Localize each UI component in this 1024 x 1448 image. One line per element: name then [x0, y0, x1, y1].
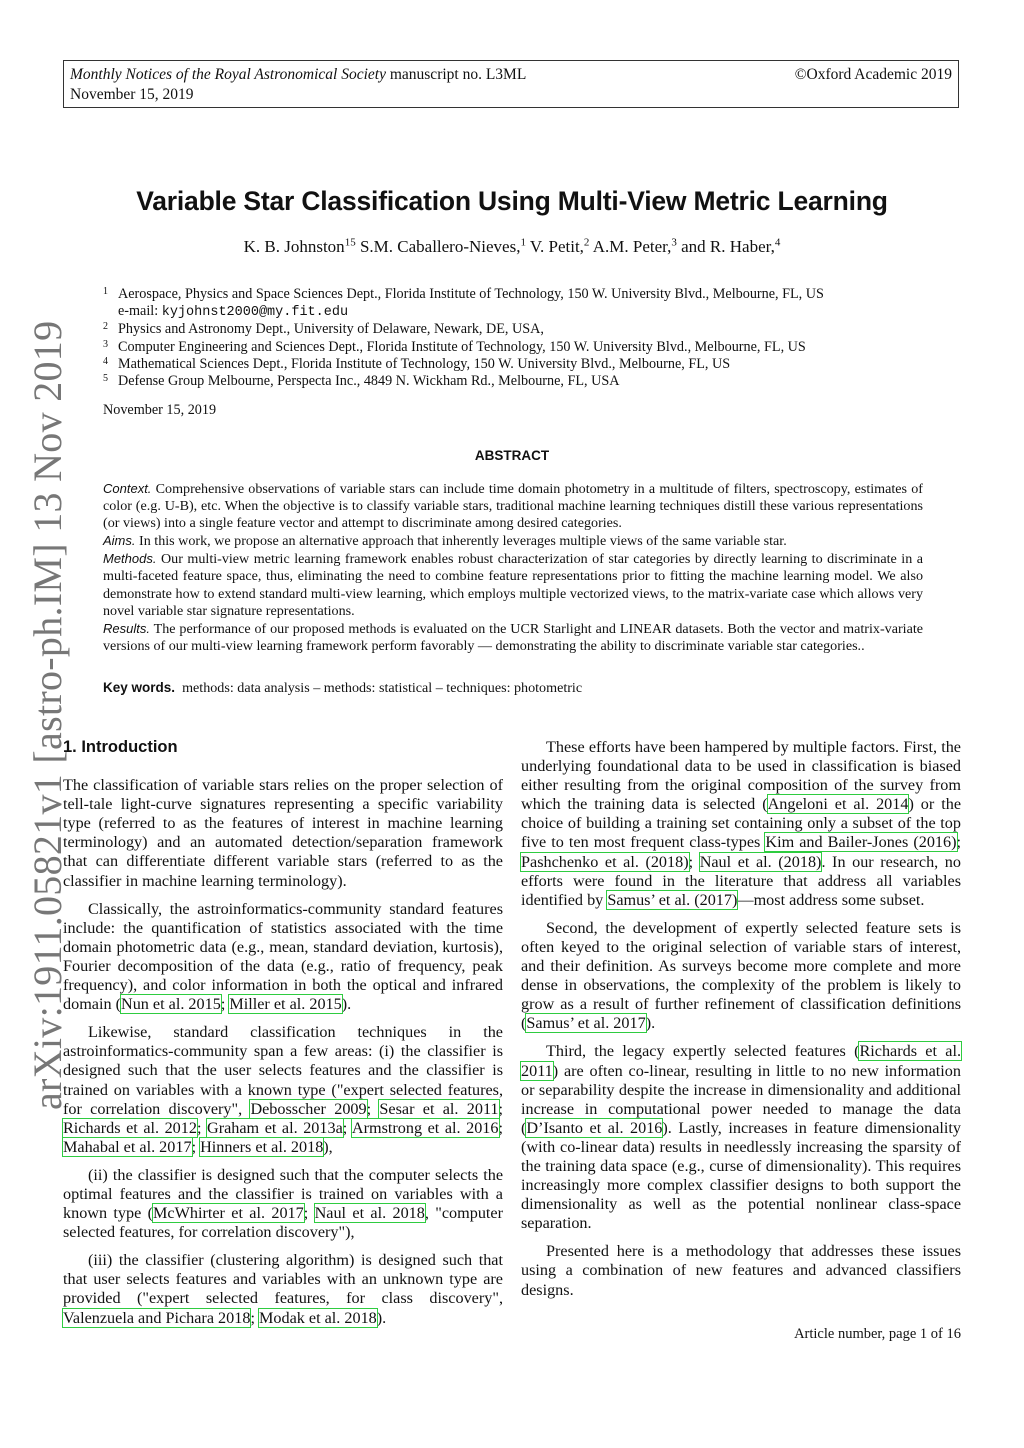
body-paragraph: Presented here is a methodology that addresses these issues using a combination of new features and advanced classifiers designs.: [521, 1242, 961, 1299]
results-text: The performance of our proposed methods is evaluated on the UCR Starlight and LINEAR datasets. Both the vector and matrix-variate versions of our multi-view learning framework perform favorably — demonstrating the ability to discriminate variable star categories..: [103, 620, 923, 654]
results-label: Results.: [103, 620, 150, 636]
paragraph-text: —most address some subset.: [737, 890, 925, 909]
citation-link[interactable]: Nun et al. 2015: [121, 995, 221, 1014]
page-footer: Article number, page 1 of 16: [794, 1326, 961, 1342]
body-paragraph: [521, 919, 961, 1034]
affiliation-text: Aerospace, Physics and Space Sciences Dept., Florida Institute of Technology, 150 W. University Blvd., Melbourne, FL, US: [118, 286, 824, 302]
citation-link[interactable]: Naul et al. 2018: [314, 1204, 425, 1223]
citation-link[interactable]: Miller et al. 2015: [229, 995, 342, 1014]
citation-link[interactable]: Valenzuela and Pichara 2018: [63, 1308, 251, 1327]
paragraph-text: ).: [376, 1308, 387, 1327]
paragraph-text: ),: [323, 1137, 333, 1156]
citation-separator: ;: [220, 995, 230, 1014]
author-affil-marker: 15: [344, 236, 356, 249]
abstract-context: [103, 480, 923, 532]
citation-link[interactable]: Hinners et al. 2018: [200, 1137, 324, 1156]
paragraph-text: . In our research, no efforts were found in the literature that address all variables identified by: [521, 852, 961, 909]
paragraph-text: These efforts have been hampered by multiple factors. First, the underlying foundational data to be used in classification is biased either resulting from the original composition of the survey from which the training data is selected (: [521, 738, 961, 814]
methods-text: Our multi-view metric learning framework enables robust characterization of star categories by directly learning to discriminate in a multi-faceted feature space, thus, eliminating the need to combine feature representations prior to fitting the machine learning model. We also demonstrate how to extend standard multi-view learning, which employs multiple vectorized views, to the matrix-variate case which allows very novel variable star signature representations.: [103, 551, 923, 619]
abstract-body: [103, 480, 923, 655]
abstract-results: [103, 620, 923, 655]
citation-link[interactable]: Richards et al. 2011: [521, 1042, 961, 1080]
citation-link[interactable]: D’Isanto et al. 2016: [526, 1118, 663, 1137]
affiliation-number: 5: [103, 373, 108, 385]
paragraph-text: ). Lastly, increases in feature dimensionality (with co-linear data) results in needlessly increasing the sparsity of the training data space (e.g., curse of dimensionality). This requires increasingly more complex classifier designs to both support the dimensionality as well as the potential nonlinear class-space separation.: [521, 1118, 961, 1233]
header-date: November 15, 2019: [70, 86, 194, 103]
email-label: e-mail:: [118, 303, 162, 320]
citation-link[interactable]: Samus’ et al. 2017: [526, 1014, 646, 1033]
context-label: Context.: [103, 481, 152, 496]
author-name: V. Petit,: [525, 237, 584, 256]
abstract-methods: [103, 550, 923, 619]
paragraph-text: ) are often co-linear, resulting in little to no new information or separability despite the increase in dimensionality and additional increase in computational power needed to manage the data (: [521, 1061, 961, 1137]
left-column: [63, 738, 503, 1337]
citation-link[interactable]: Sesar et al. 2011: [379, 1099, 499, 1118]
affiliation-number: 4: [103, 355, 108, 367]
citation-link[interactable]: McWhirter et al. 2017: [153, 1204, 304, 1223]
affiliation-text: Computer Engineering and Sciences Dept., Florida Institute of Technology, 150 W. University Blvd., Melbourne, FL, US: [118, 338, 806, 355]
citation-link[interactable]: Graham et al. 2013a: [207, 1118, 343, 1137]
affiliation-text: Mathematical Sciences Dept., Florida Institute of Technology, 150 W. University Blvd., Melbourne, FL, US: [118, 355, 731, 372]
affiliation-item: [103, 373, 923, 390]
copyright: ©Oxford Academic 2019: [794, 66, 952, 83]
affiliation-item: [103, 339, 923, 356]
paragraph-text: ).: [645, 1014, 656, 1033]
author-name: A.M. Peter,: [589, 237, 672, 256]
affiliation-text: Physics and Astronomy Dept., University of Delaware, Newark, DE, USA,: [118, 321, 544, 338]
intro-paragraph: The classification of variable stars relies on the proper selection of tell-tale light-curve signatures representing a specific variability type (referred to as the features of interest in machine learning terminology) and an automated detection/separation framework that can differentiate different variable stars (referred to as the classifier in machine learning terminology).: [63, 776, 503, 890]
aims-text: In this work, we propose an alternative approach that inherently leverages multiple views of the same variable star.: [135, 533, 787, 550]
author-name: S.M. Caballero-Nieves,: [355, 237, 521, 256]
affiliations: [103, 286, 923, 390]
affiliation-item: [103, 321, 923, 338]
paragraph-text: Classically, the astroinformatics-community standard features include: the quantification of statistics associated with the time domain photometric data (e.g., mean, standard deviation, kurtosis), Fourier decomposition of the data (e.g., ratio of frequency, peak frequency), and color information in both the optical and infrared domain (: [63, 899, 503, 1014]
author-affil-marker: 3: [671, 236, 677, 249]
paragraph-text: ) or the choice of building a training set containing only a subset of the top five to ten most frequent class-types: [521, 795, 962, 852]
intro-paragraph: (iii) the classifier (clustering algorithm) is designed such that that user selects features and variables with an unknown type are provided ("expert selected features, for class discovery", Valenzuela and Pichara 2018; Modak et al. 2018).: [63, 1251, 503, 1327]
author-affil-marker: 2: [583, 236, 590, 249]
aims-label: Aims.: [103, 533, 136, 549]
context-text: Comprehensive observations of variable stars can include time domain photometry in a multitude of filters, spectroscopy, estimates of color (e.g. U-B), etc. When the objective is to classify variable stars, traditional machine learning techniques distill these various representations (or views) into a single feature vector and attempt to discriminate among desired categories.: [103, 481, 923, 532]
citation-link[interactable]: Armstrong et al. 2016: [351, 1118, 499, 1137]
citation-link[interactable]: Debosscher 2009: [250, 1099, 367, 1118]
affiliation-item: [103, 356, 923, 373]
intro-paragraph: [63, 900, 503, 1015]
paragraph-text: Third, the legacy expertly selected features (: [546, 1042, 860, 1061]
body-paragraph: These efforts have been hampered by multiple factors. First, the underlying foundational data to be used in classification is biased either resulting from the original composition of the survey from which the training data is selected (Angeloni et al. 2014) or the choice of building a training set containing only a subset of the top five to ten most frequent class-types Kim and Bailer-Jones (2016); Pashchenko et al. (2018); Naul et al. (2018). In our research, no efforts were found in the literature that address all variables identified by Samus’ et al. (2017)—most address some subset.: [521, 738, 962, 909]
affiliation-number: 1: [103, 286, 108, 297]
author-list: [0, 237, 1024, 257]
author-affil-marker: 4: [774, 236, 781, 249]
methods-label: Methods.: [103, 551, 157, 567]
keywords-label: Key words.: [103, 680, 176, 695]
intro-paragraph: Likewise, standard classification techniques in the astroinformatics-community span a few areas: (i) the classifier is designed such that the user selects features and the classifier is trained on variables with a known type ("expert selected features, for correlation discovery", Debosscher 2009; Sesar et al. 2011; Richards et al. 2012; Graham et al. 2013a; Armstrong et al. 2016; Mahabal et al. 2017; Hinners et al. 2018),: [63, 1023, 504, 1156]
intro-paragraph: (ii) the classifier is designed such that the computer selects the optimal features and the classifier is trained on variables with a known type (McWhirter et al. 2017; Naul et al. 2018, "computer selected features, for correlation discovery"),: [63, 1165, 504, 1242]
journal-name: Monthly Notices of the Royal Astronomical Society: [70, 66, 386, 83]
paragraph-text: Second, the development of expertly selected feature sets is often keyed to the original selection of variable stars of interest, and their definition. As surveys become more complete and more dense in observations, the complexity of the problem is likely to grow as a result of further refinement of classification definitions (: [521, 918, 961, 1033]
email-link[interactable]: kyjohnst2000@my.fit.edu: [161, 305, 349, 321]
affiliation-number: 2: [103, 321, 108, 333]
citation-link[interactable]: Angeloni et al. 2014: [767, 795, 909, 814]
arxiv-stamp[interactable]: arXiv:1911.05821v1 [astro-ph.IM] 13 Nov 2019: [25, 320, 70, 1110]
keywords: [103, 680, 923, 697]
paragraph-text: , "computer selected features, for correlation discovery"),: [63, 1204, 504, 1242]
paragraph-text: Likewise, standard classification techniques in the astroinformatics-community span a few areas: (i) the classifier is designed such that the user selects features and the classifier is trained on variables with a known type ("expert selected features, for correlation discovery",: [63, 1023, 503, 1118]
affiliation-text: Defense Group Melbourne, Perspecta Inc., 4849 N. Wickham Rd., Melbourne, FL, USA: [118, 373, 620, 390]
affiliation-number: 3: [103, 338, 108, 350]
author-name: and R. Haber,: [676, 237, 775, 256]
journal-header: [63, 60, 959, 108]
citation-link[interactable]: Kim and Bailer-Jones (2016): [765, 833, 957, 852]
author-name: K. B. Johnston: [243, 237, 345, 256]
paragraph-text: (ii) the classifier is designed such that the computer selects the optimal features and the classifier is trained on variables with a known type (: [63, 1165, 503, 1223]
affiliation-item: [103, 286, 923, 321]
citation-link[interactable]: Mahabal et al. 2017: [63, 1137, 192, 1156]
citation-link[interactable]: Samus’ et al. (2017): [607, 890, 738, 909]
right-column: [521, 738, 961, 1309]
citation-link[interactable]: Naul et al. (2018): [699, 852, 822, 871]
abstract-heading: ABSTRACT: [474, 448, 550, 463]
keywords-text: methods: data analysis – methods: statistical – techniques: photometric: [182, 680, 583, 696]
paper-date: November 15, 2019: [103, 402, 217, 418]
citation-link[interactable]: Pashchenko et al. (2018): [521, 852, 689, 871]
paper-title: Variable Star Classification Using Multi-View Metric Learning: [136, 186, 888, 216]
citation-link[interactable]: Modak et al. 2018: [258, 1308, 377, 1327]
paragraph-text: ).: [341, 995, 352, 1014]
section-heading-introduction: 1. Introduction: [63, 738, 178, 756]
body-paragraph: [521, 1042, 961, 1233]
author-affil-marker: 1: [520, 236, 526, 249]
paragraph-text: (iii) the classifier (clustering algorithm) is designed such that that user selects features and variables with an unknown type are provided ("expert selected features, for class discovery",: [63, 1251, 503, 1308]
citation-link[interactable]: Richards et al. 2012: [63, 1118, 197, 1137]
manuscript-number: manuscript no. L3ML: [385, 66, 527, 83]
abstract-aims: [103, 532, 923, 550]
